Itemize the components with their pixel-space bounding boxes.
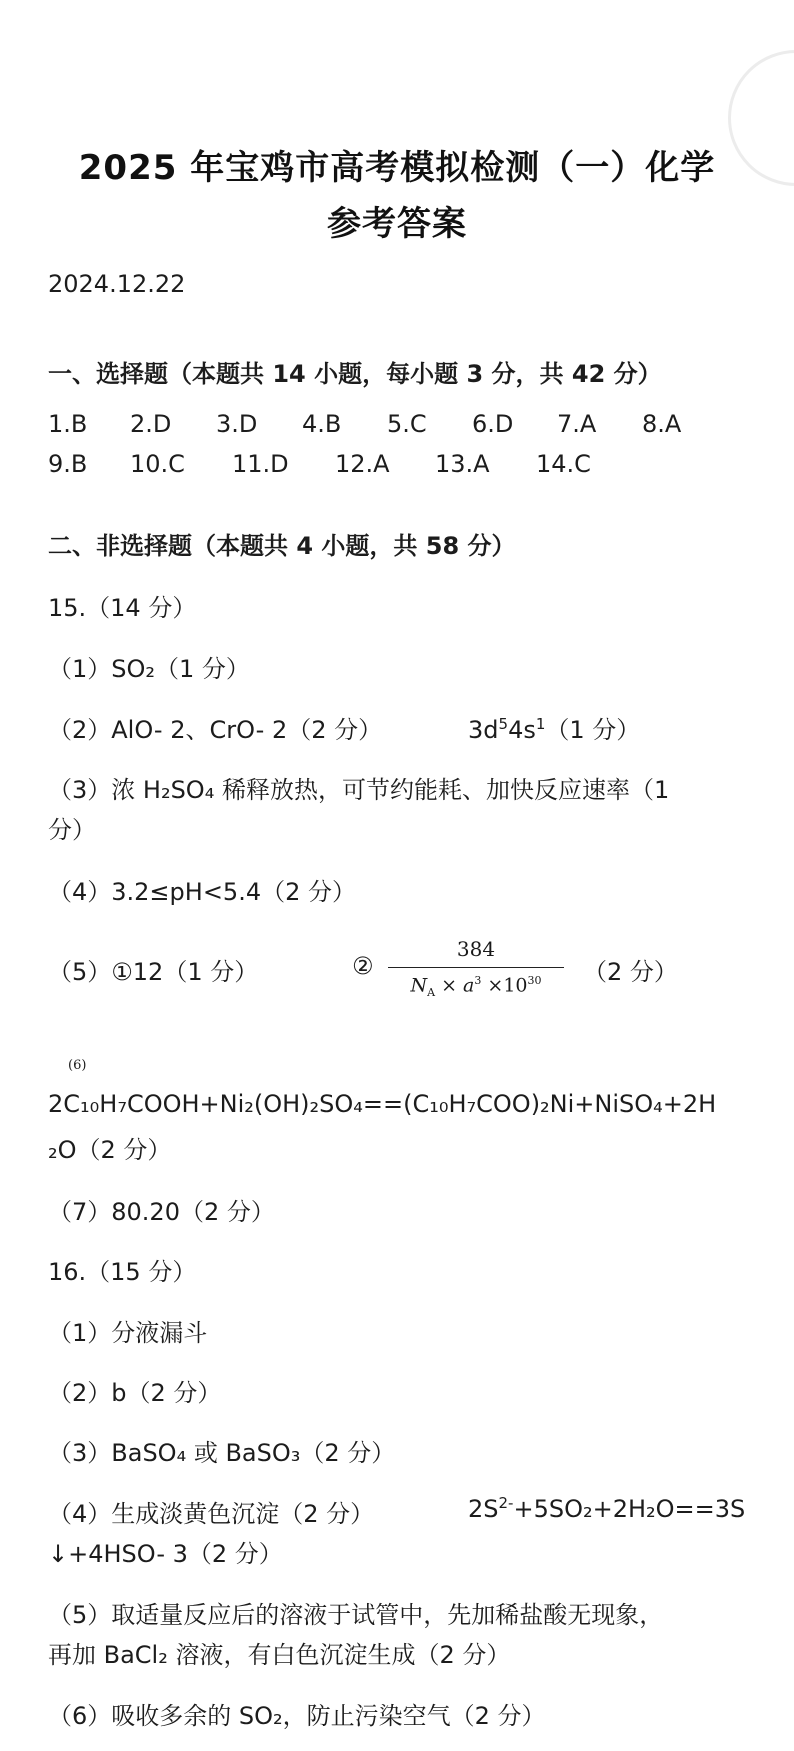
electron-config-text: 3d [468,716,499,744]
answer-item: 2.D [130,410,172,438]
document-title: 2025 年宝鸡市高考模拟检测（一）化学 [78,148,716,188]
q15-part5c: （2 分） [583,958,678,986]
electron-config-text: 4s [508,716,536,744]
answer-item: 11.D [232,450,289,478]
equation-text: 2S [468,1495,499,1523]
q15-part6-line2: ₂O（2 分） [48,1136,172,1164]
document-date: 2024.12.22 [48,270,186,298]
answer-item: 14.C [536,450,591,478]
answer-item: 10.C [130,450,185,478]
answer-item: 13.A [435,450,490,478]
q15-part1: （1）SO₂（1 分） [48,655,250,683]
superscript: 5 [498,715,509,733]
q15-part6-line1: 2C₁₀H₇COOH+Ni₂(OH)₂SO₄==(C₁₀H₇COO)₂Ni+NiSO₄+2H [48,1090,717,1118]
q16-part6: （6）吸收多余的 SO₂，防止污染空气（2 分） [48,1702,546,1730]
q15-part3-line1: （3）浓 H₂SO₄ 稀释放热，可节约能耗、加快反应速率（1 [48,776,670,804]
q15-part2b [468,710,640,745]
fraction-numerator: 384 [456,937,496,961]
q15-part2a: （2）AlO- 2、CrO- 2（2 分） [48,716,383,744]
superscript: 2- [498,1494,514,1512]
q16-part4b [468,1494,745,1523]
denominator-sup: 3 [474,974,482,987]
answer-item: 6.D [472,410,514,438]
q16-part4-line2: ↓+4HSO- 3（2 分） [48,1540,283,1568]
denominator-sup: 30 [527,974,542,987]
section2-heading: 二、非选择题（本题共 4 小题，共 58 分） [48,532,516,560]
q15-part7: （7）80.20（2 分） [48,1198,275,1226]
equation-text: +5SO₂+2H₂O==3S [513,1495,746,1523]
denominator-part: × a [435,974,475,997]
answer-item: 7.A [557,410,597,438]
q16-part5-line1: （5）取适量反应后的溶液于试管中，先加稀盐酸无现象， [48,1601,664,1629]
circle-2-marker: ② [352,952,374,980]
fraction-bar [388,967,564,968]
score-text: （1 分） [545,716,641,744]
denominator-sub: A [427,986,436,1000]
denominator-part: ×10 [481,974,528,997]
answer-item: 9.B [48,450,88,478]
q15-part6-label: (6) [68,1058,87,1073]
superscript: 1 [535,715,546,733]
answer-item: 3.D [216,410,258,438]
q15-header: 15.（14 分） [48,594,197,622]
answer-item: 4.B [302,410,342,438]
q16-header: 16.（15 分） [48,1258,197,1286]
section1-heading: 一、选择题（本题共 14 小题，每小题 3 分，共 42 分） [48,360,662,388]
fraction-denominator [388,974,564,999]
q16-part2: （2）b（2 分） [48,1379,222,1407]
document-subtitle: 参考答案 [327,204,467,244]
q15-part3-line2: 分） [48,816,96,844]
denominator-part: N [410,974,428,997]
answer-item: 12.A [335,450,390,478]
answer-item: 8.A [642,410,682,438]
answer-item: 5.C [387,410,427,438]
q16-part3: （3）BaSO₄ 或 BaSO₃（2 分） [48,1439,396,1467]
answer-item: 1.B [48,410,88,438]
q15-part4: （4）3.2≤pH<5.4（2 分） [48,878,357,906]
q15-part5a: （5）①12（1 分） [48,958,259,986]
q16-part1: （1）分液漏斗 [48,1319,208,1347]
q16-part4a: （4）生成淡黄色沉淀（2 分） [48,1500,375,1528]
fraction-formula [388,937,564,999]
q16-part5-line2: 再加 BaCl₂ 溶液，有白色沉淀生成（2 分） [48,1641,511,1669]
